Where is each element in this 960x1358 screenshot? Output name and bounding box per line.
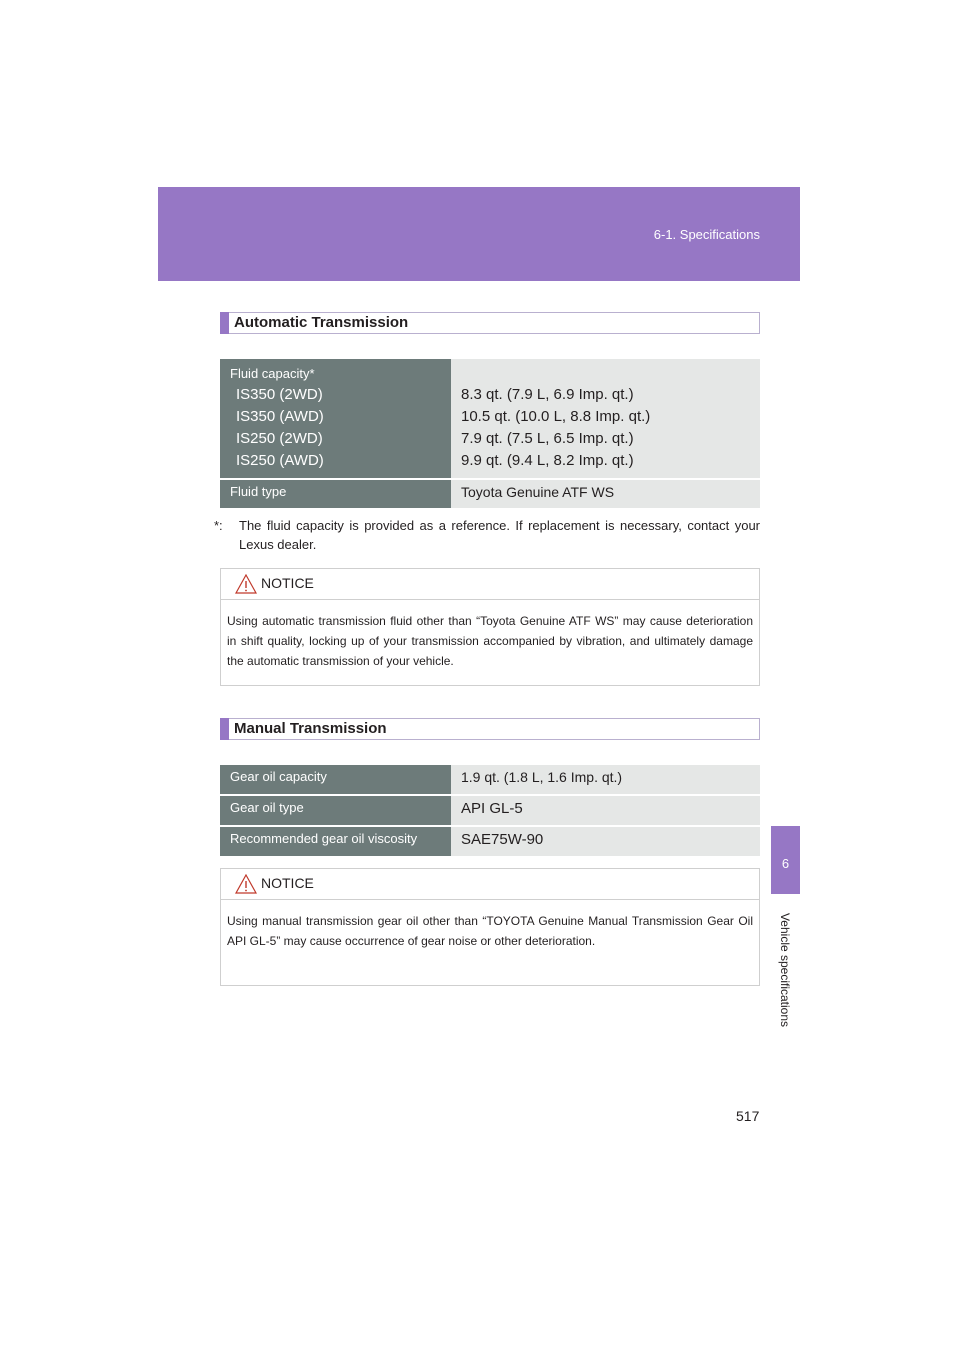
- chapter-label: Vehicle specifications: [778, 912, 792, 1028]
- footnote-text: The fluid capacity is provided as a reference. If replacement is necessary, contact your Lexus dealer.: [239, 518, 760, 552]
- gear-oil-viscosity-row: [220, 827, 760, 856]
- notice-title: NOTICE: [261, 575, 314, 591]
- chapter-header: [158, 187, 800, 281]
- footnote: [214, 516, 760, 554]
- capacity-value: 10.5 qt. (10.0 L, 8.8 Imp. qt.): [461, 408, 651, 425]
- warning-triangle-icon: [235, 574, 257, 594]
- automatic-spec-table: [220, 359, 760, 508]
- manual-spec-table: [220, 765, 760, 856]
- gear-oil-capacity-label: Gear oil capacity: [220, 765, 451, 794]
- gear-oil-viscosity-label: Recommended gear oil viscosity: [220, 827, 451, 856]
- heading-accent-bar: [220, 312, 229, 334]
- footnote-marker: *:: [214, 518, 223, 533]
- chapter-tab: [771, 826, 800, 894]
- fluid-type-value: Toyota Genuine ATF WS: [451, 480, 760, 508]
- model-label: IS250 (AWD): [236, 452, 324, 469]
- manual-notice: [220, 868, 760, 986]
- notice-title: NOTICE: [261, 875, 314, 891]
- heading-accent-bar: [220, 718, 229, 740]
- fluid-type-label: Fluid type: [220, 480, 451, 508]
- automatic-transmission-heading: [220, 312, 760, 334]
- notice-text: Using manual transmission gear oil other than “TOYOTA Genuine Manual Transmission Gear Oil API GL-5” may cause occurrence of gear noise or other deterioration.: [227, 914, 753, 948]
- warning-triangle-icon: [235, 874, 257, 894]
- fluid-capacity-value-cell: [451, 359, 760, 478]
- model-label: IS350 (2WD): [236, 386, 323, 403]
- gear-oil-capacity-row: [220, 765, 760, 794]
- heading-title: Automatic Transmission: [234, 314, 409, 331]
- fluid-capacity-label: Fluid capacity*: [230, 366, 315, 381]
- chapter-number: 6: [781, 856, 790, 871]
- section-title: 6-1. Specifications: [653, 227, 760, 242]
- capacity-value: 9.9 qt. (9.4 L, 8.2 Imp. qt.): [461, 452, 634, 469]
- capacity-value: 8.3 qt. (7.9 L, 6.9 Imp. qt.): [461, 386, 634, 403]
- notice-header: [221, 569, 759, 600]
- gear-oil-capacity-value: 1.9 qt. (1.8 L, 1.6 Imp. qt.): [451, 765, 760, 794]
- notice-text: Using automatic transmission fluid other than “Toyota Genuine ATF WS” may cause deterioration in shift quality, locking up of your transmission accompanied by vibration, and ultimately damage the automatic transmission of your vehicle.: [227, 614, 753, 668]
- capacity-value: 7.9 qt. (7.5 L, 6.5 Imp. qt.): [461, 430, 634, 447]
- automatic-notice: [220, 568, 760, 686]
- fluid-capacity-label-cell: [220, 359, 451, 478]
- gear-oil-viscosity-value: SAE75W-90: [451, 827, 760, 856]
- heading-title: Manual Transmission: [234, 720, 387, 737]
- fluid-type-row: [220, 480, 760, 508]
- page-number: 517: [736, 1108, 760, 1124]
- gear-oil-type-value: API GL-5: [451, 796, 760, 825]
- gear-oil-type-row: [220, 796, 760, 825]
- gear-oil-type-label: Gear oil type: [220, 796, 451, 825]
- model-label: IS350 (AWD): [236, 408, 324, 425]
- notice-header: [221, 869, 759, 900]
- fluid-capacity-row: [220, 359, 760, 478]
- manual-transmission-heading: [220, 718, 760, 740]
- model-label: IS250 (2WD): [236, 430, 323, 447]
